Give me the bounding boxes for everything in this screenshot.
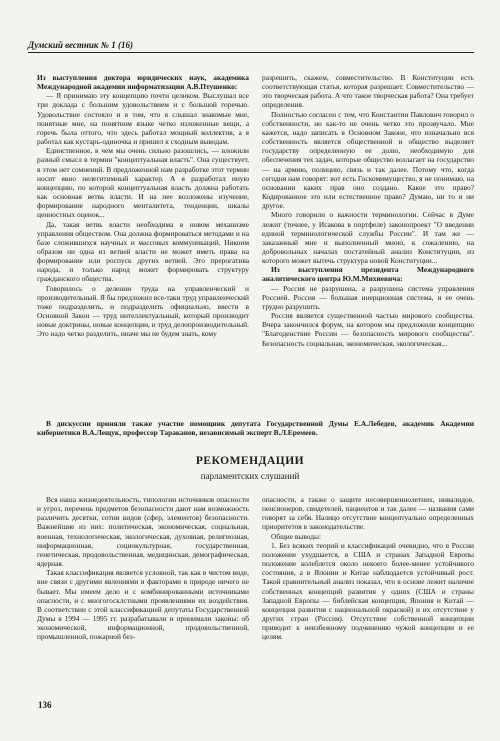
- bottom-right-column: [262, 495, 474, 642]
- speaker-intro: Из выступления президента Международного аналитического центра Ю.М.Михиевича:: [262, 265, 474, 284]
- conclusion-point: 1. Без всяких теорий и классификаций очевидно, что в России положение ухудшается, в США и странах Западной Европы положение колеблется около некоего более-менее устойчивого состояния, а в Японии и Китае наблюдается устойчивый рост. Такой сравнительный анализ показал, что в основе лежит наличие собственных концепций развития у одних (США и страны Западной Европы — библейская концепция, Япония и Китай — концепция развития с национальной окраской) и их отсутствие у других стран (Россия). Отсутствие собственной концепции приводит к неизбежному подчинению чужой концепции и ее целям.: [262, 540, 474, 642]
- paragraph: Говорилось о делении труда на управленческий и производительный. Я бы предложил все-таки труд управленческий тоже подразделить, и подразделить официально, ввести в Основной Закон — труд интеллектуальный, который производит новые доктрины, новые концепции, и труд делопроизводительный. Это надо четко разделить, иначе мы не будем знать, кому: [37, 283, 249, 339]
- top-left-column: [37, 73, 249, 339]
- conclusions-label: Общие выводы:: [271, 531, 322, 541]
- paragraph: Полностью согласен с тем, что Константин Павлович говорил о собственности, но как-то не очень четко это прозвучало. Мне кажется, надо записать в Основном Законе, что изначально вся собственность является общественной и общество выделяет государству определенную ее долю, необходимую для обеспечения тех задач, которые общество возлагает на государство — на армию, полицию, связь и так далее. Потому что, когда сегодня нам говорят: вот есть Госкомимущество, я не понимаю, на основании каких прав оно создано. Какое это право? Кодированное это или естественное право? Думаю, ни то и ни другое.: [262, 109, 474, 211]
- bottom-left-column: [37, 495, 249, 642]
- paragraph: Россия является существенной частью мирового сообщества. Вчера закончился форум, на котором мы предложили концепцию "Благоденствие России — безопасность мирового сообщества". Безопасность социальная, экономическая, экологическая...: [262, 311, 474, 348]
- page-number: 136: [38, 700, 52, 710]
- paragraph: опасности, а также о защите несовершеннолетних, инвалидов, пенсионеров, свидетелей, пациентов и так далее — названия сами говорят за себя. Налицо отсутствие концептуально определенных приоритетов в законодательстве.: [262, 495, 474, 532]
- section-subtitle: парламентских слушаний: [200, 471, 300, 481]
- paragraph: — Я принимаю эту концепцию почти целиком. Выслушал все три доклада с большим удовольствием и с большой горечью. Удовольствие состояло и в том, что я слышал знакомые мне, понятные мне, на понятном языке четко изложенные вещи, а горечь была оттого, что здесь работал мощный коллектив, а я работал как кустарь-одиночка и пришел к сходным выводам.: [37, 91, 249, 147]
- paragraph: Такая классификация является условной, так как в чистом виде, вне связи с другими явлениями и факторами в природе ничего не бывает. Мы имеем дело и с комбинированными источниками опасности, и с многогосклстными проявлениями их воздействия. В соответствии с этой классификацией депутаты Государственной Думы в 1994 — 1995 гг. разрабатывали и принимали законы: об экономической, информационной, продовольственной, промышленной, пожарной без-: [37, 568, 249, 642]
- paragraph: Много говорили о важности терминологии. Сейчас в Думе лежит (точнее, у Исакова в портфеле) законопроект "О введении единой терминологической службы России". И там же — заказанный мне и выполненный мною, к сожалению, на добровольных началах постатейный анализ Конституции, из которого может вытечь структура новой Конституции...: [262, 210, 474, 266]
- paragraph: разрешить, скажем, совместительство. В Конституции есть соответствующая статья, которая разрешает. Совместительство — это творческая работа. А что такое творческая работа? Она требует определения.: [262, 73, 474, 110]
- discussion-paragraph: [37, 419, 474, 437]
- paragraph: Да, такая ветвь власти необходима в новом механизме управления обществом. Она должна формироваться методами и на базе сложившихся научных и массовых коммуникаций. Никоим образом ни одна из ветвей власти не может иметь права на формирование или роспуск других ветвей. Это прерогатива народа, и только народ может формировать структуру гражданского общества.: [37, 219, 249, 284]
- paragraph: — Россия не разрушена, а разрушена система управления Россией. Россия — большая инерционная система, и ее очень трудно разрушить.: [262, 283, 474, 311]
- paragraph: Вся наша жизнедеятельность, типологии источников опасности и угроз, перечень предметов безопасности дают нам возможность различить десятки, сотни видов (сфер, элементов) безопасности. Важнейшие из них: политическая, экономическая, социальная, военная, технологическая, экологическая, духовная, религиозная, информационная, социокультурная, государственная, генетическая, продовольственная, медицинская, демографическая, ядерная.: [37, 495, 249, 569]
- paragraph: Единственное, в чем мы очень сильно разошлись, — вложили разный смысл в термин "концептуальная власть". Она существует, в этом нет сомнений. В предложенной нам разработке этот термин носит явно нелегитимный характер. А я разработал иную концепцию, по которой концептуальная власть должна работать как основная ветвь власти. И на нее возложены изучение, формирование народного менталитета, тенденции, шкалы ценностных оценок...: [37, 146, 249, 220]
- top-right-column: [262, 73, 474, 348]
- discussion-text: В дискуссии приняли также участие помощник депутата Государственной Думы Е.А.Лебедев, академик Академии кибернетики В.А.Лещук, профессор Тараканов, независимый эксперт В.Л.Еремеев.: [37, 419, 474, 438]
- running-header: Думский вестник № 1 (16): [28, 40, 474, 53]
- section-title: РЕКОМЕНДАЦИИ: [195, 455, 305, 467]
- speaker-intro: Из выступления доктора юридических наук, академика Международной академии информатизации А.В.Птушенко:: [37, 73, 249, 92]
